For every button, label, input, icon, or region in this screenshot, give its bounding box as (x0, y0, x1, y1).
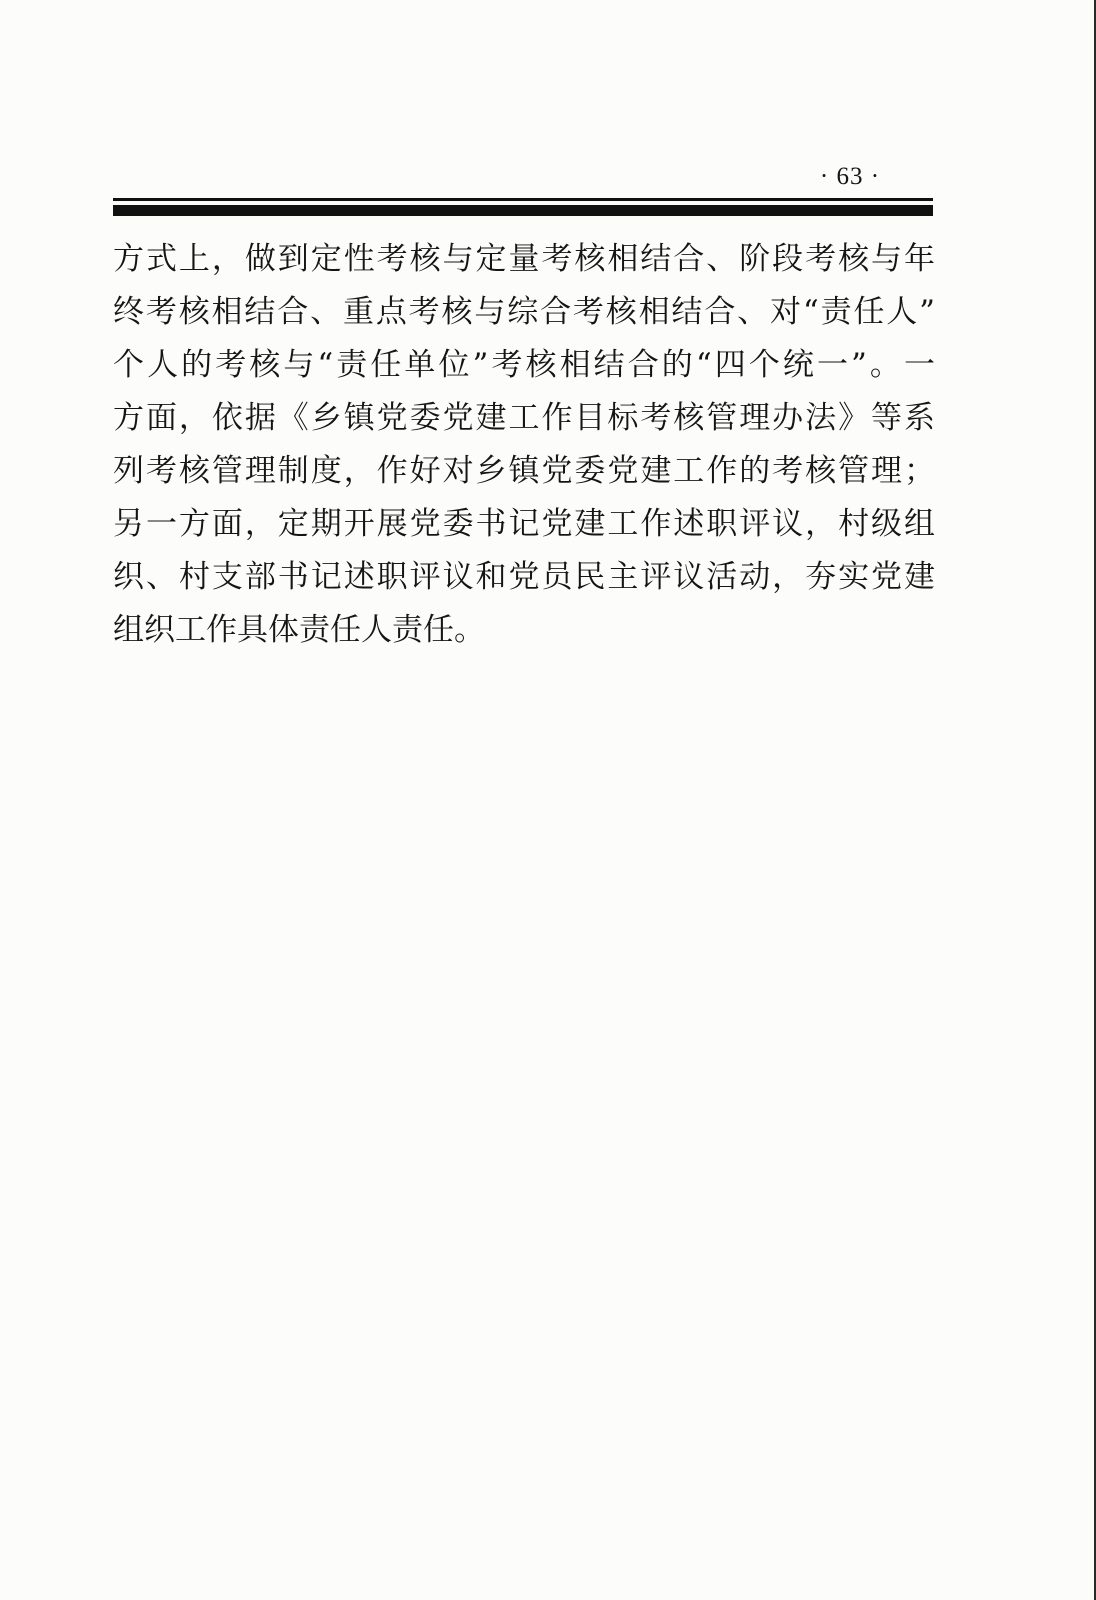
body-paragraph (113, 233, 935, 657)
text-line: 方式上，做到定性考核与定量考核相结合、阶段考核与年 (113, 241, 935, 277)
text-line: 方面，依据《乡镇党委党建工作目标考核管理办法》等系 (113, 400, 935, 436)
text-line: 终考核相结合、重点考核与综合考核相结合、对“责任人” (113, 294, 935, 330)
text-line: 个人的考核与“责任单位”考核相结合的“四个统一”。一 (113, 347, 935, 383)
header-rule-thin (113, 198, 933, 201)
text-line: 织、村支部书记述职评议和党员民主评议活动，夯实党建 (113, 559, 935, 595)
header-rule-thick (113, 205, 933, 216)
text-line: 另一方面，定期开展党委书记党建工作述职评议，村级组 (113, 506, 935, 542)
text-line: 列考核管理制度，作好对乡镇党委党建工作的考核管理； (113, 453, 935, 489)
page-number: · 63 · (819, 163, 881, 190)
text-line: 组织工作具体责任人责任。 (113, 612, 485, 648)
